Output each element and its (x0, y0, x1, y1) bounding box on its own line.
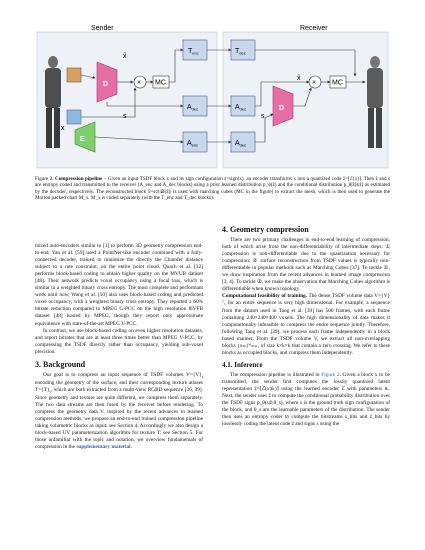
receiver-a-enc-label: $A_{dec}$ (235, 140, 247, 148)
right-column (222, 226, 390, 428)
sender-mc-label: MC (155, 79, 166, 87)
right-paragraph-3: The compression pipeline is illustrated in Figure 2. Given a block x to be transmitted, the sender first computes the lossily quantized latent representation ẑ=⌊ℰ(x;θₑ)⌉ using the learned encoder ℰ with parameters θₑ. Next, the sender uses ẑ to compute the conditional probability distribution over the TSDF signs p_θ(s|ẑ;θ_s), where s is the ground truth sign configuration of the block, and θ_s are the learnable parameters of the distribution. The sender then uses an entropy coder to compute the bitstreams s_bits and ẑ_bits by losslessly coding the latent code ẑ and signs s using the (222, 371, 390, 428)
sender-a-dec-label: $A_{dec}$ (187, 104, 199, 112)
encoder-label: E (80, 136, 85, 143)
x-hat-label: x̂ (123, 53, 127, 60)
caption-label: Figure 2. (35, 176, 54, 182)
run-in-heading: Computational feasibility of training. (222, 293, 307, 300)
left-column (35, 243, 203, 451)
right-paragraph-1: There are two primary challenges in end-to-end learning of compression, both of which arise from the non-differentiability of intermediate steps: ① compression is non-differentiable due to the quantization necessary for compression; ② surface reconstruction from TSDF values is typically non-differentiable in popular methods such as Marching Cubes [37]. To tackle ①, we draw inspiration from the recent advances in learned image compression [3, 4]. To tackle ②, we make the observation that Marching Cubes algorithm is differentiable when known topology. (222, 237, 390, 293)
section-3-heading: 3. Background (35, 359, 86, 369)
x-label: x (61, 125, 65, 132)
receiver-decoder-label: D (279, 105, 285, 112)
receiver-s-label: s (261, 113, 265, 120)
sender-decoder-label: D (103, 81, 109, 88)
receiver-label: Receiver (300, 25, 328, 32)
t-dec-label: $T_{dec}$ (235, 48, 246, 56)
svg-text:×: × (312, 79, 317, 87)
supplementary-link[interactable]: supplementary material (76, 444, 131, 451)
right-paragraph-2: Computational feasibility of training. The dense TSDF volume data V={V}ᵀ₁ for an entire sequence is very high dimensional. For example, a sequence from the dataset used in Tang et al. [39] has 500 frames, with each frame containing 240×240×400 voxels. The high dimensionality of data makes it computationally infeasible to compress the entire sequence jointly. Therefore, following Tang et al. [39], we process each frame independently in a block based manner. From the TSDF volume V, we extract all non-overlapping blocks {xₘ}ᴹₘ₌₁ of size k×k×k that contain a zero crossing. We refer to these blocks as occupied blocks, and compress them independently. (222, 293, 390, 356)
receiver-mc-label: MC (332, 79, 343, 87)
sender-a-enc-label: $A_{enc}$ (187, 140, 199, 148)
figure-2-link[interactable]: Figure 2 (321, 371, 340, 378)
figure-2 (35, 22, 390, 170)
left-paragraph-2: In contrast, we use block-based coding on even higher resolution datasets, and report bitrates that are at least three times better than MPEG V-PCC, by compressing the TSDF directly rather than occupancy, yielding sub-voxel precision. (35, 327, 203, 355)
pipeline-diagram (35, 22, 390, 170)
sender-label: Sender (91, 25, 114, 32)
subsection-4-1-heading: 4.1. Inference (222, 360, 263, 369)
svg-text:×: × (137, 79, 142, 87)
left-paragraph-3: Our goal is to compress an input sequence of TSDF volumes $V=\{V\}_t$ encoding the geometry of the surface, and their corresponding texture atlases $T=\{T\}_t$, which are both extracted from a multi-view RGBD sequence [26, 39]. Since geometry and texture are quite different, we compress them separately. The two data streams are then fused by the receiver before rendering. To compress the geometry data V, inspired by the recent advances in learned compression methods, we propose an end-to-end trained compression pipeline taking volumetric blocks as input; see Section 4. Accordingly we also design a block-based UV parameterization algorithm for texture T; see Section 5. For those unfamiliar with the topic and notation, we overview fundamentals of compression in the supplementary material. (35, 371, 203, 451)
receiver-x-hat-label: x̂ (297, 75, 301, 82)
figure-caption (35, 176, 390, 202)
receiver-a-dec-label: $A_{dec}$ (235, 104, 247, 112)
left-paragraph-1: mized auto-encoders similar to [1] to perform 3D geometry compression end-to-end. Yan et al. [59] used a PointNet-like encoder combined with a fully-connected decoder, trained to minimize the directly the Chamfer distance subject to a rate constraint, on the entire point cloud. Quach et al. [32] performs block-based coding to obtain higher quality on the MVUB dataset [48]. Their network predicts voxel occupancy using a focal loss, which is similar to a weighted binary cross entropy. The most complete and performant work until now, Wang et al. [50] also uses block-based coding and predicted voxel occupancy, with a weighted binary cross entropy. They reported a 60% bitrate reduction compared to MPEG G-PCC on the high resolution 8iVFB dataset [48] hosted by MPEG, though they report only approximate equivalence with state-of-the-art MPEG V-PCC. (35, 243, 203, 327)
caption-title: Compression pipeline (55, 176, 103, 182)
sender-s-label: s (123, 113, 127, 120)
t-enc-label: $T_{enc}$ (188, 48, 199, 56)
section-4-heading: 4. Geometry compression (222, 225, 309, 234)
caption-text: – Given an input TSDF block x and its sign configuration s=sign(x), an encoder transforms x into a quantized code ẑ=⌊ℰ(x)⌉. Then ẑ and s are entropy coded and transmitted to the receiver (A_enc and A_dec blocks) using a prior learned distribution p_ϕ(ẑ) and the conditional distribution p_θ|ẑ(s|ẑ) as estimated by the decoder, respectively. The reconstructed block x̂=s⊙|𝒟(ẑ)| is used with marching cubes (MC in the figure) to extract the mesh, which is then used to generate the Morton packed chart M_x. M_x is coded separately (with the T_enc and T_dec blocks). (35, 176, 391, 202)
